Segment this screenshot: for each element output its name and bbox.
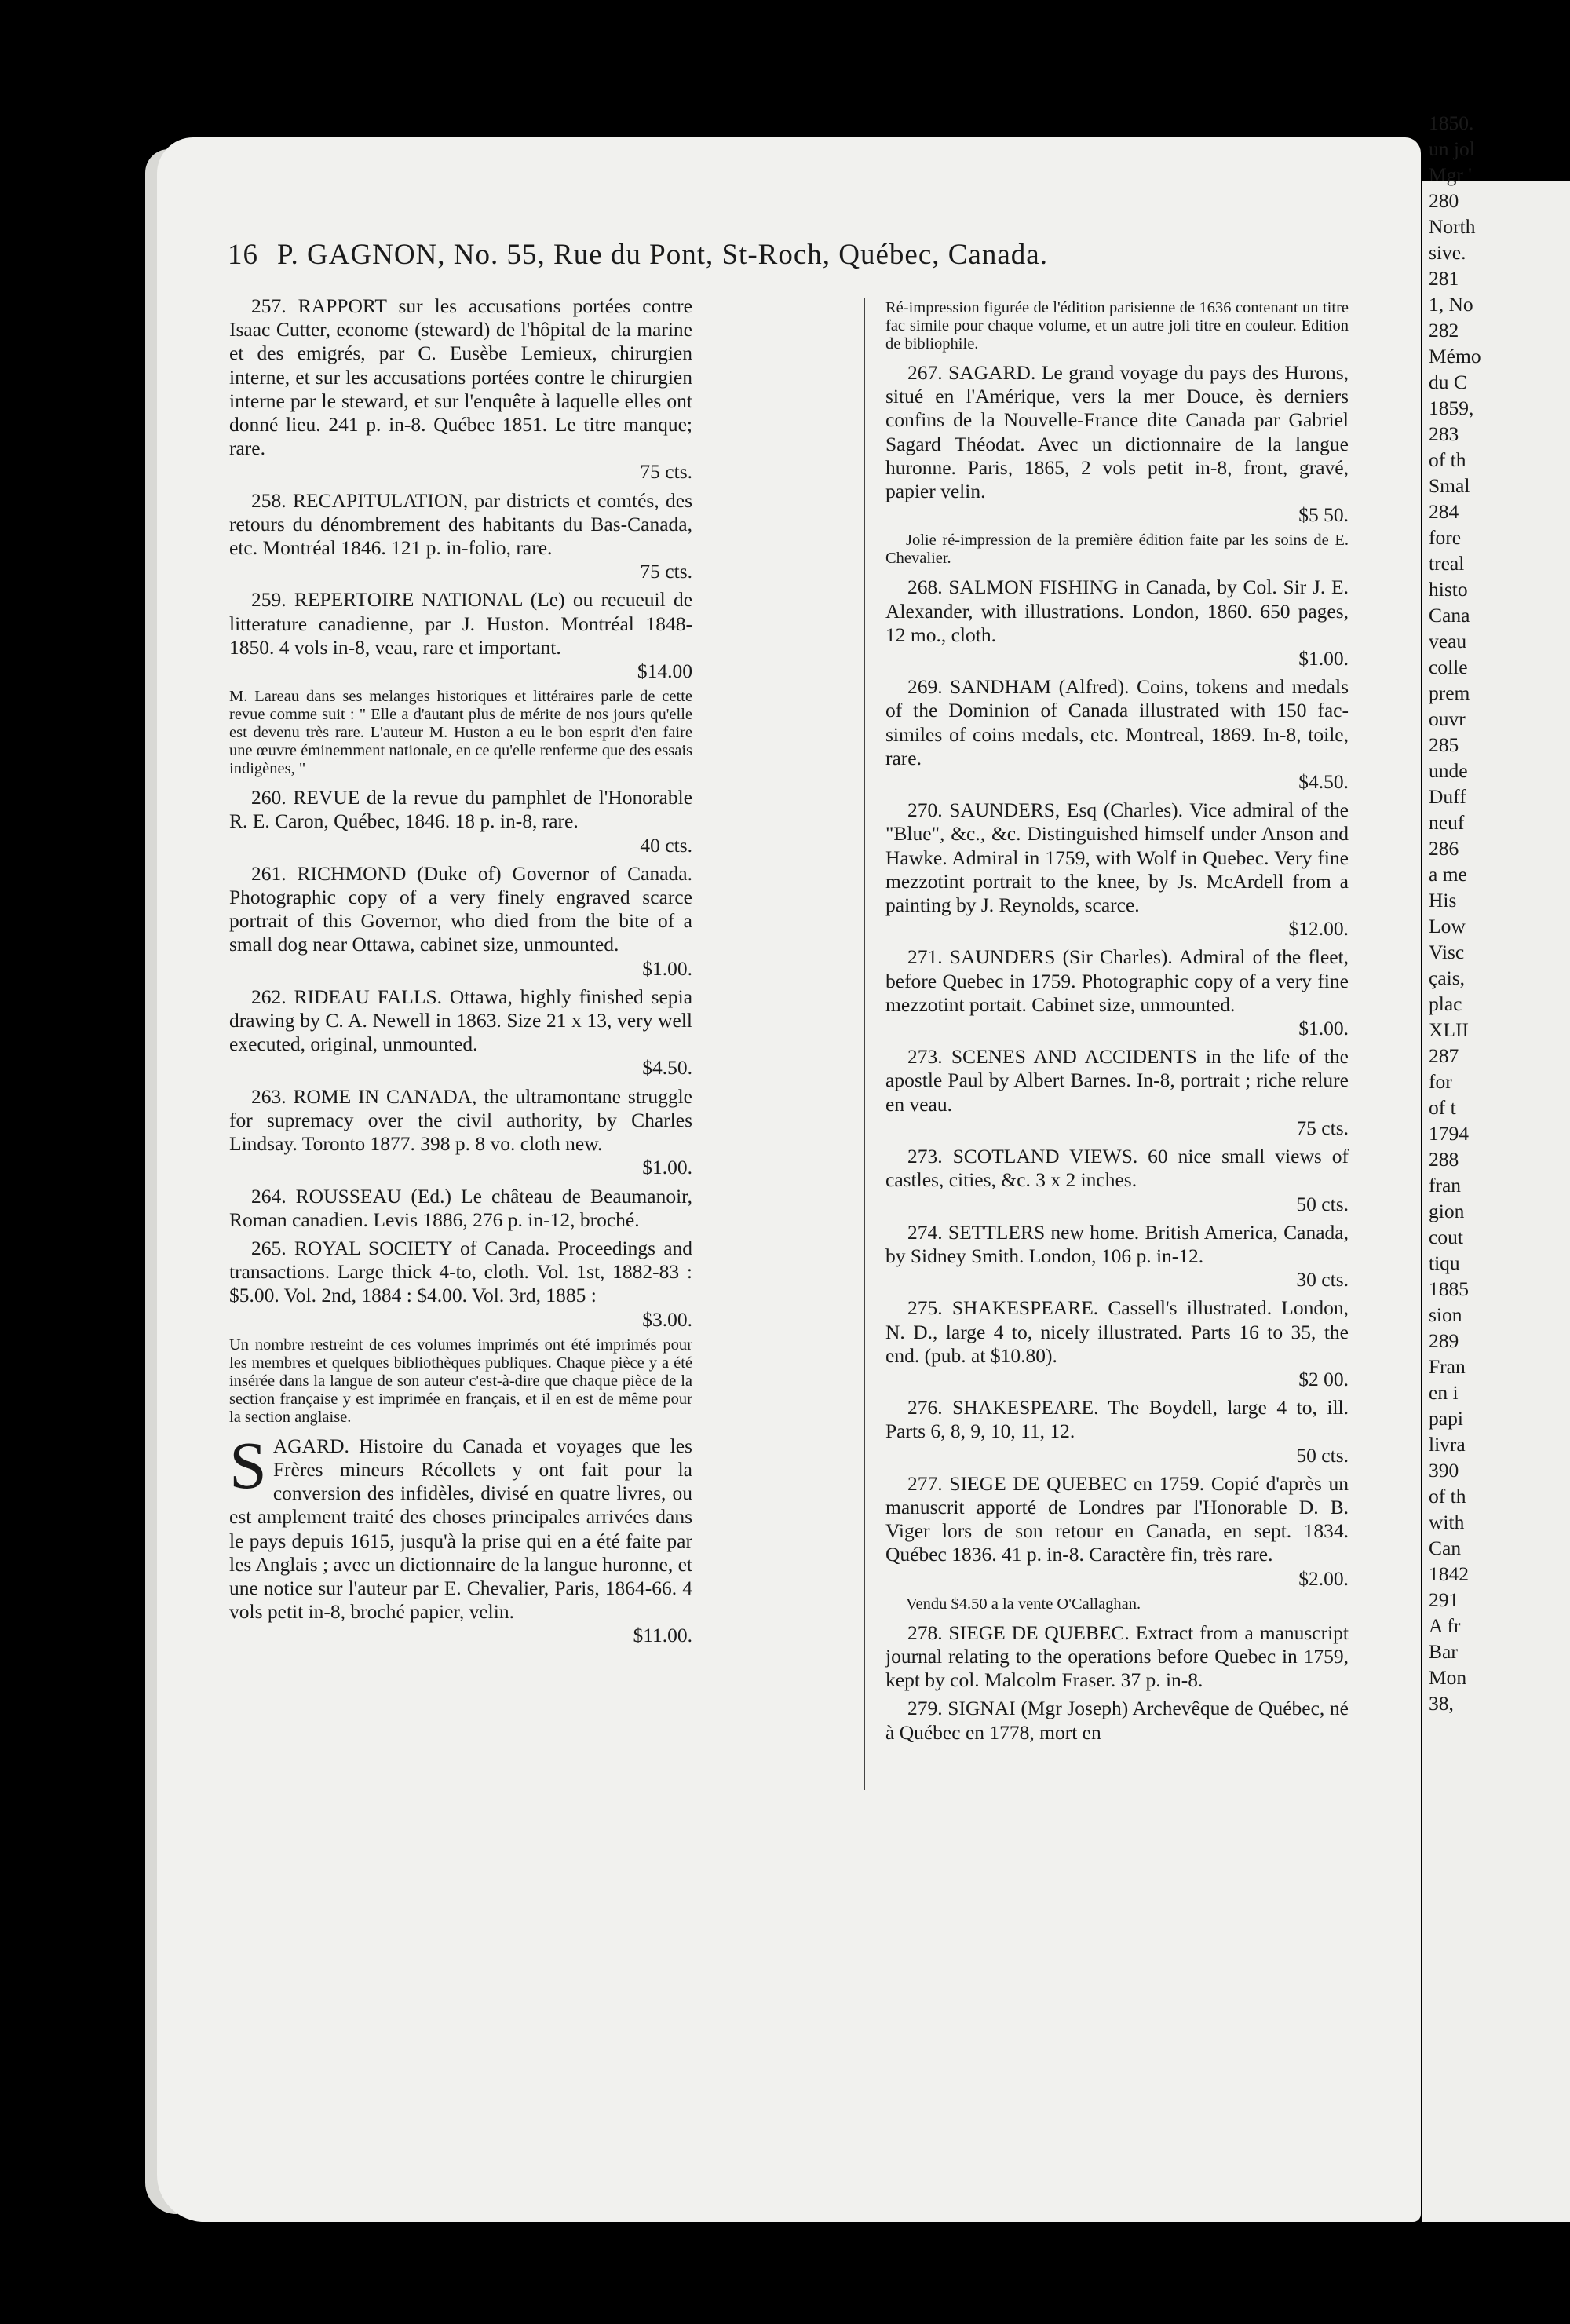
catalogue-entry [229, 1427, 692, 1648]
adjacent-page-line: 1850. [1429, 111, 1474, 134]
catalogue-note: Jolie ré-impression de la première édition faite par les soins de E. Chevalier. [885, 532, 1349, 568]
adjacent-page-line: du C [1429, 371, 1467, 393]
entry-number: 260. [251, 786, 287, 809]
adjacent-page-line: with [1429, 1511, 1465, 1533]
entry-description: ROME IN CANADA, the ultramontane struggle for supremacy over the civil authority, by Charles Lindsay. Toronto 1877. 398 p. 8 vo. cloth new. [229, 1084, 692, 1156]
entry-number: 269. [907, 675, 943, 699]
entry-price: $3.00. [642, 1307, 692, 1331]
adjacent-page-line: His [1429, 889, 1457, 912]
adjacent-page-line: prem [1429, 681, 1470, 704]
entry-description: ROUSSEAU (Ed.) Le château de Beaumanoir, Roman canadien. Levis 1886, 276 p. in-12, broché. [229, 1184, 692, 1231]
running-header [228, 238, 1405, 272]
catalogue-entry [885, 1621, 1349, 1693]
entry-price: 50 cts. [1296, 1192, 1349, 1215]
catalogue-page [157, 137, 1421, 2222]
entry-price: 75 cts. [640, 460, 692, 484]
adjacent-page-line: Fran [1429, 1355, 1466, 1378]
catalogue-entry [229, 862, 692, 981]
entry-description: SAUNDERS (Sir Charles). Admiral of the fleet, before Quebec in 1759. Photographic copy of a very fine mezzotint portait. Cabinet size, unmounted. [885, 945, 1349, 1016]
adjacent-page-line: 390 [1429, 1459, 1459, 1482]
adjacent-page-line: 285 [1429, 733, 1459, 756]
entry-description: SETTLERS new home. British America, Canada, by Sidney Smith. London, 106 p. in-12. [885, 1220, 1349, 1267]
adjacent-page-line: livra [1429, 1433, 1466, 1456]
adjacent-page-line: Mgr ' [1429, 163, 1472, 186]
adjacent-page-line: ouvr [1429, 707, 1466, 730]
adjacent-page-line: gion [1429, 1200, 1465, 1222]
adjacent-page-line: 282 [1429, 319, 1459, 342]
entry-number: 259. [251, 588, 287, 612]
entry-price: 75 cts. [640, 560, 692, 583]
entry-number: 276. [907, 1396, 943, 1420]
adjacent-page-line: en i [1429, 1381, 1459, 1404]
catalogue-entry [229, 985, 692, 1080]
entry-description: REPERTOIRE NATIONAL (Le) ou recueuil de litterature canadienne, par J. Huston. Montréal 1848-1850. 4 vols in-8, veau, rare et important. [229, 588, 693, 659]
adjacent-page-line: 284 [1429, 500, 1459, 523]
entry-number: 268. [907, 576, 943, 599]
catalogue-entry [885, 1045, 1349, 1140]
catalogue-entry [885, 798, 1349, 941]
entry-number: 258. [251, 488, 287, 512]
adjacent-page-line: cout [1429, 1226, 1463, 1248]
entry-price: $1.00. [642, 956, 692, 980]
entry-price: $2 00. [1298, 1367, 1349, 1390]
entry-number: 261. [251, 861, 287, 885]
adjacent-page-line: un jol [1429, 137, 1475, 160]
catalogue-entry [229, 1085, 692, 1180]
entry-price: $14.00 [637, 660, 692, 683]
adjacent-page-line: sive. [1429, 241, 1466, 264]
entry-description: SHAKESPEARE. Cassell's illustrated. London, N. D., large 4 to, nicely illustrated. Parts 16 to 35, the end. (pub. at $10.80). [885, 1296, 1349, 1367]
entry-number: 263. [251, 1084, 287, 1108]
header-text: P. GAGNON, No. 55, Rue du Pont, St-Roch, Québec, Canada. [277, 239, 1048, 271]
catalogue-entry [885, 1145, 1349, 1216]
adjacent-page-line: 38, [1429, 1692, 1454, 1715]
catalogue-note: Ré-impression figurée de l'édition parisienne de 1636 contenant un titre fac simile pour chaque volume, et un autre joli titre en couleur. Edition de bibliophile. [885, 299, 1349, 353]
entry-description: AGARD. Histoire du Canada et voyages que les Frères mineurs Récollets y ont fait pour la conversion des infidèles, divisé en quatre livres, ou est amplement traité des choses principales arrivées dans le pays depuis 1615, jusqu'à la prise qui en a été faite par les Anglais ; avec un dictionnaire de la langue huronne, et une notice sur l'auteur par E. Chevalier, Paris, 1864-66. 4 vols petit in-8, broché papier, velin. [229, 1434, 692, 1624]
right-column [885, 294, 1349, 1749]
entry-description: RAPPORT sur les accusations portées contre Isaac Cutter, econome (steward) de l'hôpital de la marine et des emigrés, par C. Eusèbe Lemieux, chirurgien interne, et sur les accusations portées contre le chirurgien interne par le steward, et sur l'enquête à laquelle elles ont donné lieu. 241 p. in-8. Québec 1851. Le titre manque; rare. [229, 294, 692, 460]
adjacent-page-line: Mémo [1429, 345, 1481, 367]
entry-description: SIGNAI (Mgr Joseph) Archevêque de Québec, né à Québec en 1778, mort en [885, 1697, 1349, 1744]
adjacent-page-line: Duff [1429, 785, 1466, 808]
catalogue-entry [229, 588, 692, 683]
adjacent-page-line: unde [1429, 759, 1468, 782]
catalogue-note: Vendu $4.50 a la vente O'Callaghan. [906, 1595, 1141, 1613]
entry-number: 273. [907, 1145, 943, 1168]
entry-price: $2.00. [1298, 1566, 1349, 1590]
adjacent-page-fragment [1422, 111, 1570, 2222]
entry-price: 40 cts. [640, 833, 692, 857]
entry-number: 279. [907, 1697, 943, 1720]
catalogue-entry [885, 1697, 1349, 1744]
adjacent-page-line: Cana [1429, 604, 1470, 627]
catalogue-entry [885, 576, 1349, 671]
adjacent-page-line: of th [1429, 1485, 1466, 1507]
entry-price: $1.00. [642, 1156, 692, 1179]
adjacent-page-line: sion [1429, 1303, 1462, 1326]
adjacent-page-line: fran [1429, 1174, 1462, 1197]
catalogue-entry [229, 1185, 692, 1232]
entry-description: SCOTLAND VIEWS. 60 nice small views of castles, cities, &c. 3 x 2 inches. [885, 1145, 1349, 1192]
entry-description: SCENES AND ACCIDENTS in the life of the apostle Paul by Albert Barnes. In-8, portrait ; riche relure en veau. [885, 1045, 1349, 1116]
adjacent-page-line: papi [1429, 1407, 1463, 1430]
drop-capital: S [229, 1427, 267, 1503]
adjacent-page-line: 289 [1429, 1329, 1459, 1352]
page-number: 16 [228, 239, 258, 271]
adjacent-page-line: colle [1429, 656, 1468, 678]
adjacent-page-line: 1842 [1429, 1562, 1469, 1585]
adjacent-page-line: 286 [1429, 837, 1459, 860]
entry-number: 275. [907, 1296, 943, 1320]
catalogue-entry [229, 294, 692, 484]
adjacent-page-line: 1794 [1429, 1122, 1469, 1145]
adjacent-page-line: 287 [1429, 1044, 1459, 1067]
adjacent-page-line: veau [1429, 630, 1467, 652]
adjacent-page-line: Smal [1429, 474, 1470, 497]
entry-description: ROYAL SOCIETY of Canada. Proceedings and transactions. Large thick 4-to, cloth. Vol. 1st, 1882-83 : $5.00. Vol. 2nd, 1884 : $4.00. Vol. 3rd, 1885 : [229, 1236, 693, 1307]
catalogue-entry [885, 675, 1349, 794]
entry-description: SHAKESPEARE. The Boydell, large 4 to, ill. Parts 6, 8, 9, 10, 11, 12. [885, 1396, 1349, 1443]
adjacent-page-line: for [1429, 1070, 1452, 1093]
adjacent-page-line: Bar [1429, 1640, 1458, 1663]
entry-description: SALMON FISHING in Canada, by Col. Sir J. E. Alexander, with illustrations. London, 1860. 650 pages, 12 mo., cloth. [885, 576, 1349, 646]
entry-price: $11.00. [633, 1624, 692, 1647]
adjacent-page-line: histo [1429, 578, 1468, 601]
adjacent-page-line: 288 [1429, 1148, 1459, 1171]
entry-description: SANDHAM (Alfred). Coins, tokens and medals of the Dominion of Canada illustrated with 150 fac-similes of coins medals, etc. Montreal, 1869. In-8, toile, rare. [885, 675, 1349, 769]
entry-price: $1.00. [1298, 1017, 1349, 1040]
adjacent-page-line: 1859, [1429, 396, 1474, 419]
adjacent-page-line: 281 [1429, 267, 1459, 290]
adjacent-page-line: tiqu [1429, 1252, 1460, 1274]
adjacent-page-line: 291 [1429, 1588, 1459, 1611]
adjacent-page-line: A fr [1429, 1614, 1461, 1637]
entry-number: 264. [251, 1184, 287, 1208]
adjacent-page-line: 283 [1429, 422, 1459, 445]
entry-description: RICHMOND (Duke of) Governor of Canada. Photographic copy of a very finely engraved scarce portrait of this Governor, who died from the bite of a small dog near Ottawa, cabinet size, unmounted. [229, 861, 693, 956]
entry-description: RIDEAU FALLS. Ottawa, highly finished sepia drawing by C. A. Newell in 1863. Size 21 x 13, very well executed, original, unmounted. [229, 985, 693, 1056]
adjacent-page-line: fore [1429, 526, 1462, 549]
entry-price: $4.50. [642, 1056, 692, 1080]
entry-description: RECAPITULATION, par districts et comtés, des retours du dénombrement des habitants du Bas-Canada, etc. Montréal 1846. 121 p. in-folio, rare. [229, 488, 692, 560]
adjacent-page-line: treal [1429, 552, 1465, 575]
catalogue-note: M. Lareau dans ses melanges historiques et littéraires parle de cette revue comme suit : " Elle a d'autant plus de mérite de nos jours qu'elle est devenu très rare. L'auteur M. Huston a eu le bon esprit d'en faire une œuvre éminemment nationale, en ce qu'elle renferme que des essais indigènes, " [229, 688, 692, 778]
catalogue-entry [885, 1221, 1349, 1292]
catalogue-entry [885, 1396, 1349, 1467]
adjacent-page-line: 1885 [1429, 1277, 1469, 1300]
entry-price: $4.50. [1298, 770, 1349, 794]
entry-number: 262. [251, 985, 287, 1008]
entry-number: 270. [907, 798, 943, 822]
entry-price: $1.00. [1298, 647, 1349, 671]
entry-description: SAUNDERS, Esq (Charles). Vice admiral of the "Blue", &c., &c. Distinguished himself under Anson and Hawke. Admiral in 1759, with Wolf in Quebec. Very fine mezzotint portrait to the knee, by Js. McArdell from a painting by J. Reynolds, scarce. [885, 798, 1349, 917]
entry-number: 271. [907, 945, 943, 969]
entry-number: 278. [907, 1621, 943, 1644]
catalogue-note: Un nombre restreint de ces volumes imprimés ont été imprimés pour les membres et quelques bibliothèques publiques. Chaque pièce y a été insérée dans la langue de son auteur c'est-à-dire que chaque pièce de la section française y est imprimée en français, et il en est de même pour la section anglaise. [229, 1336, 692, 1426]
adjacent-page-line: Low [1429, 915, 1466, 937]
catalogue-entry [885, 1472, 1349, 1591]
adjacent-page-line: of th [1429, 448, 1466, 471]
entry-number: 265. [251, 1236, 287, 1259]
entry-price: $5 50. [1298, 503, 1349, 527]
adjacent-page-line: a me [1429, 863, 1467, 886]
column-divider [864, 298, 865, 1790]
left-column [229, 294, 692, 1653]
entry-number: 257. [251, 294, 287, 317]
adjacent-page-line: 280 [1429, 189, 1459, 212]
entry-price: 30 cts. [1296, 1268, 1349, 1292]
adjacent-page-line: XLII [1429, 1018, 1469, 1041]
adjacent-page-line: of t [1429, 1096, 1456, 1119]
catalogue-entry [229, 786, 692, 857]
catalogue-entry [229, 489, 692, 584]
entry-description: REVUE de la revue du pamphlet de l'Honorable R. E. Caron, Québec, 1846. 18 p. in-8, rare. [229, 786, 693, 833]
adjacent-page-line: 1, No [1429, 293, 1473, 316]
entry-description: SIEGE DE QUEBEC en 1759. Copié d'après un manuscrit apporté de Londres par l'Honorable D. B. Viger lors de son retour en Canada, en sept. 1834. Québec 1836. 41 p. in-8. Caractère fin, très rare. [885, 1471, 1349, 1566]
adjacent-page-line: Visc [1429, 941, 1465, 963]
catalogue-entry [885, 1296, 1349, 1391]
entry-number: 274. [907, 1220, 943, 1244]
entry-price: 50 cts. [1296, 1443, 1349, 1467]
entry-number: 277. [907, 1471, 943, 1495]
catalogue-entry [229, 1237, 692, 1332]
adjacent-page-line: neuf [1429, 811, 1465, 834]
adjacent-page-line: North [1429, 215, 1476, 238]
entry-number: 267. [907, 361, 943, 384]
adjacent-page-line: Mon [1429, 1666, 1467, 1689]
entry-number: 273. [907, 1045, 943, 1069]
entry-description: SAGARD. Le grand voyage du pays des Hurons, situé en l'Amérique, vers la mer Douce, ès derniers confins de la Nouvelle-France dite Canada par Gabriel Sagard Théodat. Avec un dictionnaire de la langue huronne. Paris, 1865, 2 vols petit in-8, front, gravé, papier velin. [885, 361, 1349, 503]
adjacent-page-line: plac [1429, 992, 1462, 1015]
catalogue-entry [885, 945, 1349, 1040]
entry-price: 75 cts. [1296, 1116, 1349, 1139]
adjacent-page-line: Can [1429, 1537, 1462, 1559]
catalogue-entry [885, 361, 1349, 527]
adjacent-page-line: çais, [1429, 967, 1466, 989]
entry-description: SIEGE DE QUEBEC. Extract from a manuscript journal relating to the operations before Quebec in 1759, kept by col. Malcolm Fraser. 37 p. in-8. [885, 1621, 1349, 1692]
entry-price: $12.00. [1288, 917, 1349, 941]
